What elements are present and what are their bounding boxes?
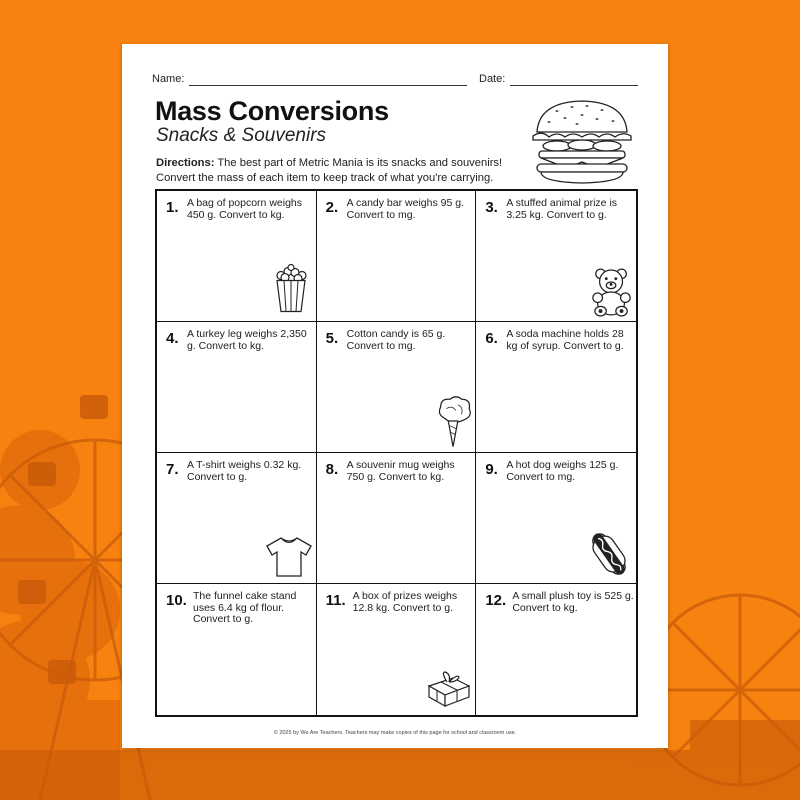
problem-text: Cotton candy is 65 g. Convert to mg. [346, 328, 446, 352]
problem-text: A hot dog weighs 125 g. Convert to mg. [506, 459, 619, 483]
t-shirt-icon [265, 535, 313, 579]
page-subtitle: Snacks & Souvenirs [156, 125, 327, 146]
problem-cell[interactable] [157, 191, 317, 322]
problem-text: A turkey leg weighs 2,350 g. Convert to kg. [187, 328, 307, 352]
problem-cell[interactable] [476, 584, 636, 715]
problem-cell[interactable] [157, 322, 317, 453]
teddy-bear-icon [591, 266, 633, 318]
date-line[interactable] [510, 85, 638, 86]
directions-label: Directions: [156, 157, 215, 169]
popcorn-icon [271, 261, 311, 316]
directions [156, 156, 516, 186]
problem-text: A soda machine holds 28 kg of syrup. Convert to g. [506, 328, 624, 352]
cotton-candy-icon [435, 394, 473, 450]
name-line[interactable] [189, 85, 467, 86]
problem-grid [155, 189, 638, 717]
problem-text: A T-shirt weighs 0.32 kg. Convert to g. [187, 459, 302, 483]
gift-box-icon [425, 668, 473, 708]
problem-number: 12. [485, 592, 507, 609]
problem-cell[interactable] [476, 322, 636, 453]
hot-dog-icon [588, 529, 630, 579]
directions-text: The best part of Metric Mania is its snacks and souvenirs! Convert the mass of each item to keep track of what you're carrying. [156, 157, 503, 184]
burger-icon [527, 96, 637, 186]
problem-number: 6. [485, 330, 498, 347]
problem-number: 9. [485, 461, 498, 478]
problem-cell[interactable] [157, 453, 317, 584]
problem-text: A bag of popcorn weighs 450 g. Convert to kg. [187, 197, 302, 221]
problem-text: A souvenir mug weighs 750 g. Convert to kg. [346, 459, 455, 483]
problem-text: A small plush toy is 525 g. Convert to kg. [512, 590, 634, 614]
problem-number: 10. [166, 592, 187, 609]
problem-cell[interactable] [317, 322, 477, 453]
problem-text: A box of prizes weighs 12.8 kg. Convert to g. [352, 590, 458, 614]
problem-number: 1. [166, 199, 179, 216]
problem-number: 3. [485, 199, 498, 216]
problem-number: 8. [325, 461, 339, 478]
date-label: Date: [479, 73, 506, 85]
problem-cell[interactable] [157, 584, 317, 715]
problem-number: 11. [325, 592, 346, 609]
page-title: Mass Conversions [155, 96, 389, 126]
problem-cell[interactable] [317, 453, 477, 584]
problem-number: 2. [325, 199, 339, 216]
problem-text: The funnel cake stand uses 6.4 kg of flour. Convert to g. [193, 590, 297, 625]
problem-text: A stuffed animal prize is 3.25 kg. Convert to g. [506, 197, 618, 221]
problem-number: 7. [166, 461, 179, 478]
name-date-line [152, 73, 506, 85]
worksheet-page [122, 44, 668, 748]
problem-cell[interactable] [476, 453, 636, 584]
name-label: Name: [152, 73, 185, 85]
copyright-footer: © 2025 by We Are Teachers. Teachers may make copies of this page for school and classroom use. [273, 730, 517, 736]
problem-number: 5. [325, 330, 339, 347]
problem-cell[interactable] [317, 191, 477, 322]
problem-number: 4. [166, 330, 179, 347]
problem-cell[interactable] [476, 191, 636, 322]
problem-cell[interactable] [317, 584, 477, 715]
problem-text: A candy bar weighs 95 g. Convert to mg. [346, 197, 464, 221]
